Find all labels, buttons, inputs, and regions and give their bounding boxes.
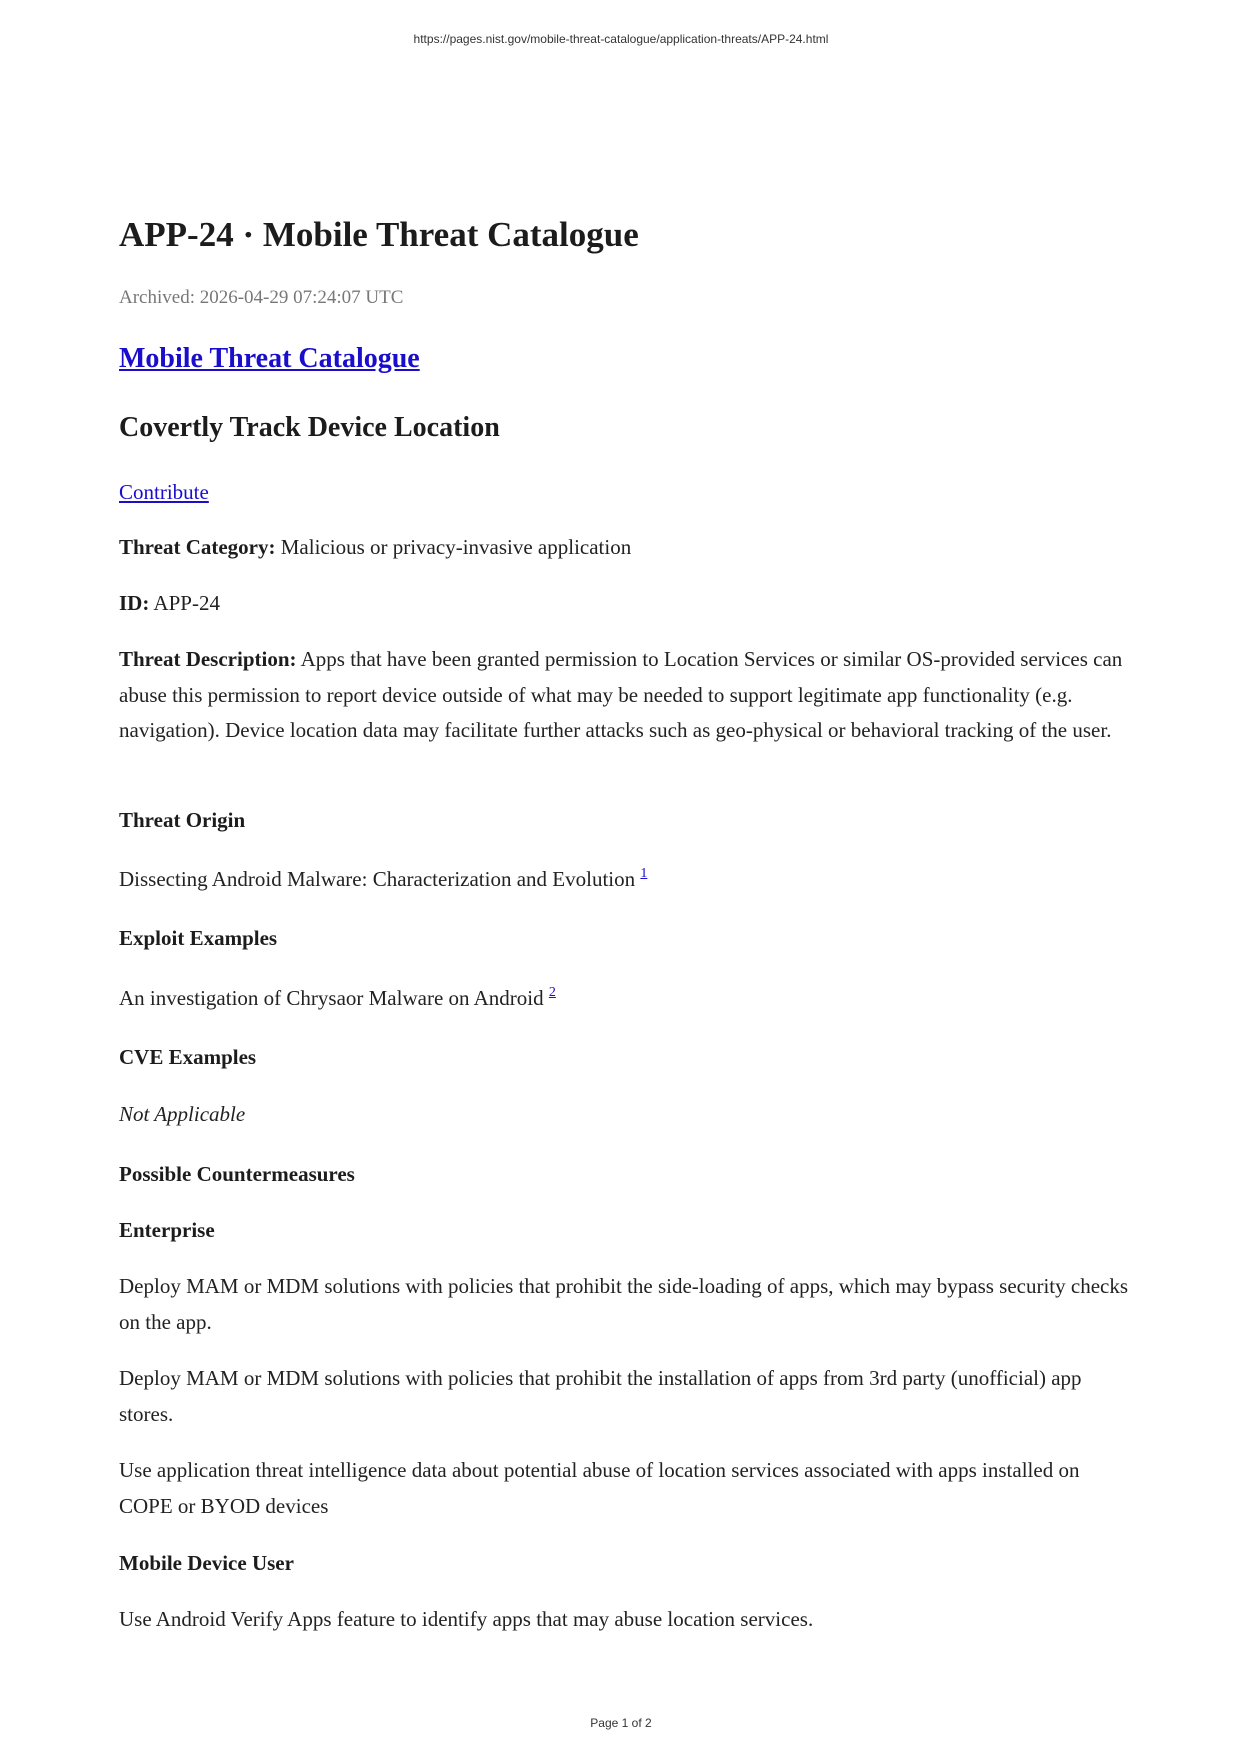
exploit-examples-text [119,981,1129,1017]
threat-category-value: Malicious or privacy-invasive application [275,535,632,559]
threat-description-label: Threat Description: [119,647,297,671]
footnote-link-2[interactable]: 2 [548,985,556,1000]
threat-id [119,586,1129,622]
cve-examples-text: Not Applicable [119,1102,246,1126]
footnote-ref-2 [549,985,556,1000]
mobile-threat-catalogue-link[interactable]: Mobile Threat Catalogue [119,343,420,374]
enterprise-countermeasure: Deploy MAM or MDM solutions with policies that prohibit the installation of apps from 3rd party (unofficial) app stores. [119,1366,1082,1426]
enterprise-countermeasure: Use application threat intelligence data about potential abuse of location services associated with apps installed on COPE or BYOD devices [119,1458,1080,1518]
print-header-url: https://pages.nist.gov/mobile-threat-catalogue/application-threats/APP-24.html [413,32,829,46]
contribute-link[interactable]: Contribute [119,480,209,504]
footnote-link-1[interactable]: 1 [640,866,648,881]
footnote-ref-1 [640,866,647,881]
page-title: APP-24 · Mobile Threat Catalogue [119,215,639,254]
mobile-device-user-heading: Mobile Device User [119,1551,294,1575]
user-countermeasure: Use Android Verify Apps feature to identify apps that may abuse location services. [119,1607,814,1631]
page-number: Page 1 of 2 [590,1716,652,1730]
threat-category [119,530,1129,566]
threat-id-label: ID: [119,591,150,615]
enterprise-heading: Enterprise [119,1218,215,1242]
archived-timestamp: Archived: 2026-04-29 07:24:07 UTC [119,287,404,308]
threat-id-value: APP-24 [149,591,220,615]
threat-origin-text [119,862,1129,898]
threat-title: Covertly Track Device Location [119,412,500,443]
exploit-examples-heading: Exploit Examples [119,926,278,950]
threat-origin-heading: Threat Origin [119,808,246,832]
enterprise-countermeasure: Deploy MAM or MDM solutions with policies that prohibit the side-loading of apps, which may bypass security checks on the app. [119,1274,1129,1334]
threat-origin-source: Dissecting Android Malware: Characterization and Evolution [119,867,641,891]
countermeasures-heading: Possible Countermeasures [119,1162,355,1186]
threat-description-value: Apps that have been granted permission to Location Services or similar OS-provided services can abuse this permission to report device outside of what may be needed to support legitimate app functionality (e.g. navigation). Device location data may facilitate further attacks such as geo-physical or behavioral tracking of the user. [119,647,1123,742]
cve-examples-heading: CVE Examples [119,1045,257,1069]
threat-category-label: Threat Category: [119,535,276,559]
exploit-example-source: An investigation of Chrysaor Malware on Android [119,986,549,1010]
threat-description [119,642,1129,749]
